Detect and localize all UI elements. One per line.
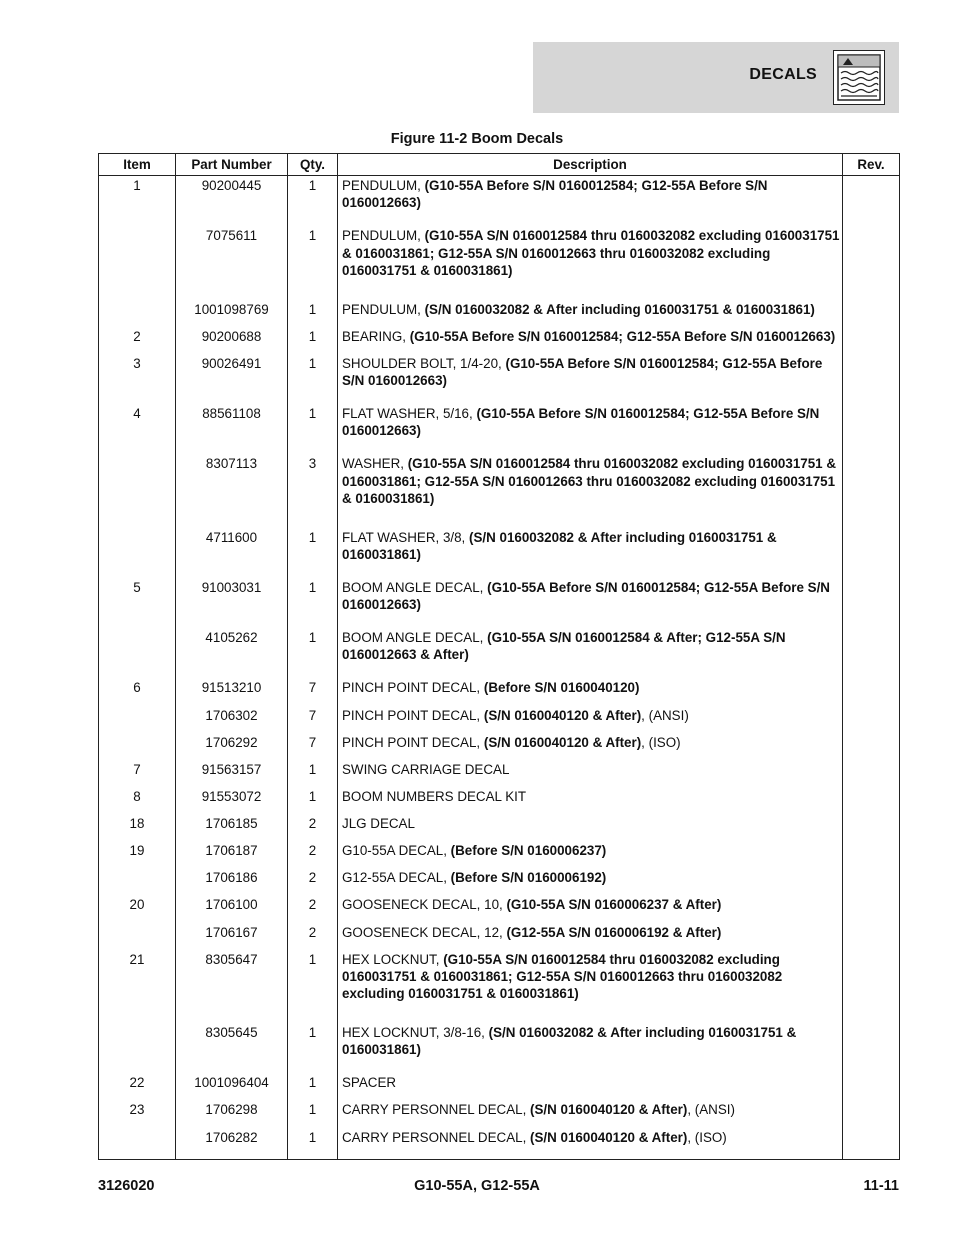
item-cell: 1 (99, 176, 176, 227)
table-row (99, 923, 900, 950)
qty-cell: 2 (288, 814, 338, 841)
rev-cell (843, 354, 900, 404)
description-cell (338, 895, 843, 922)
item-cell: 4 (99, 404, 176, 454)
part-number-cell: 1706187 (176, 841, 288, 868)
part-number-cell: 1706292 (176, 733, 288, 760)
description-cell (338, 578, 843, 628)
description-serial-range: (S/N 0160040120 & After) (483, 707, 642, 723)
description-cell (338, 528, 843, 578)
part-number-cell: 8305647 (176, 950, 288, 1023)
empty-cell (288, 1155, 338, 1160)
part-number-cell: 8305645 (176, 1023, 288, 1073)
item-cell (99, 226, 176, 299)
rev-cell (843, 1023, 900, 1073)
rev-cell (843, 176, 900, 227)
part-number-cell: 1706186 (176, 868, 288, 895)
item-cell: 18 (99, 814, 176, 841)
qty-cell: 1 (288, 226, 338, 299)
part-number-cell: 91003031 (176, 578, 288, 628)
table-row (99, 733, 900, 760)
table-row (99, 895, 900, 922)
table-row (99, 814, 900, 841)
rev-cell (843, 841, 900, 868)
qty-cell: 2 (288, 923, 338, 950)
column-header-qty: Qty. (288, 154, 338, 176)
rev-cell (843, 327, 900, 354)
table-row (99, 868, 900, 895)
item-cell (99, 733, 176, 760)
item-cell (99, 868, 176, 895)
qty-cell: 1 (288, 176, 338, 227)
rev-cell (843, 895, 900, 922)
table-row (99, 1128, 900, 1155)
description-text: PENDULUM, (342, 228, 425, 244)
description-text: JLG DECAL (342, 816, 415, 832)
qty-cell: 1 (288, 327, 338, 354)
description-text: CARRY PERSONNEL DECAL, (342, 1102, 531, 1118)
description-cell (338, 733, 843, 760)
description-text: SPACER (342, 1075, 397, 1091)
description-cell (338, 226, 843, 299)
table-row (99, 404, 900, 454)
part-number-cell: 90200688 (176, 327, 288, 354)
item-cell (99, 628, 176, 678)
description-serial-range: (G12-55A S/N 0160006192 & After) (506, 924, 722, 940)
description-cell (338, 354, 843, 404)
description-serial-range: (G10-55A Before S/N 0160012584; G12-55A Before S/N 0160012663) (342, 355, 823, 389)
qty-cell: 1 (288, 628, 338, 678)
empty-cell (176, 1155, 288, 1160)
qty-cell: 7 (288, 678, 338, 705)
table-row (99, 354, 900, 404)
part-number-cell: 90200445 (176, 176, 288, 227)
item-cell: 23 (99, 1100, 176, 1127)
column-header-part-number: Part Number (176, 154, 288, 176)
section-title: DECALS (749, 66, 817, 83)
qty-cell: 1 (288, 1100, 338, 1127)
part-number-cell: 1001098769 (176, 300, 288, 327)
item-cell (99, 706, 176, 733)
description-serial-range: (Before S/N 0160006237) (450, 843, 607, 859)
part-number-cell: 91563157 (176, 760, 288, 787)
item-cell (99, 1128, 176, 1155)
table-row (99, 950, 900, 1023)
description-text: GOOSENECK DECAL, 10, (342, 897, 507, 913)
item-cell: 19 (99, 841, 176, 868)
table-row (99, 760, 900, 787)
item-cell: 7 (99, 760, 176, 787)
description-text: GOOSENECK DECAL, 12, (342, 924, 507, 940)
qty-cell: 2 (288, 868, 338, 895)
description-text: HEX LOCKNUT, 3/8-16, (342, 1025, 489, 1041)
description-serial-range: (S/N 0160040120 & After) (483, 734, 642, 750)
description-cell (338, 950, 843, 1023)
qty-cell: 1 (288, 354, 338, 404)
item-cell: 3 (99, 354, 176, 404)
description-cell (338, 1128, 843, 1155)
rev-cell (843, 1100, 900, 1127)
rev-cell (843, 578, 900, 628)
qty-cell: 1 (288, 1073, 338, 1100)
rev-cell (843, 1128, 900, 1155)
parts-table (98, 153, 900, 1160)
rev-cell (843, 787, 900, 814)
empty-cell (99, 1155, 176, 1160)
description-text: G12-55A DECAL, (342, 870, 451, 886)
description-serial-range: (S/N 0160032082 & After including 0160031751 & 0160031861) (342, 1025, 797, 1058)
description-serial-range: (G10-55A Before S/N 0160012584; G12-55A Before S/N 0160012663) (342, 580, 830, 613)
qty-cell: 1 (288, 404, 338, 454)
rev-cell (843, 868, 900, 895)
description-serial-range: (S/N 0160032082 & After including 0160031751 & 0160031861) (424, 301, 815, 317)
qty-cell: 2 (288, 841, 338, 868)
part-number-cell: 88561108 (176, 404, 288, 454)
description-cell (338, 787, 843, 814)
column-header-item: Item (99, 154, 176, 176)
description-serial-range: (Before S/N 0160040120) (483, 680, 640, 696)
rev-cell (843, 950, 900, 1023)
part-number-cell: 1706282 (176, 1128, 288, 1155)
qty-cell: 1 (288, 578, 338, 628)
qty-cell: 1 (288, 528, 338, 578)
qty-cell: 1 (288, 300, 338, 327)
qty-cell: 1 (288, 1128, 338, 1155)
description-cell (338, 176, 843, 227)
qty-cell: 1 (288, 760, 338, 787)
description-serial-range: (G10-55A S/N 0160012584 thru 0160032082 excluding 0160031751 & 0160031861; G12-55A S/N 0160012663 thru 0160032082 excluding 0160031751 & 0160031861) (342, 456, 836, 506)
description-serial-range: (S/N 0160040120 & After) (530, 1102, 688, 1118)
empty-cell (843, 1155, 900, 1160)
rev-cell (843, 923, 900, 950)
item-cell: 21 (99, 950, 176, 1023)
description-text: BOOM NUMBERS DECAL KIT (342, 788, 527, 804)
footer-page-number: 11-11 (863, 1178, 899, 1194)
footer-doc-number: 3126020 (98, 1178, 155, 1194)
table-row (99, 1100, 900, 1127)
qty-cell: 3 (288, 454, 338, 527)
rev-cell (843, 454, 900, 527)
item-cell: 5 (99, 578, 176, 628)
item-cell (99, 528, 176, 578)
description-cell (338, 678, 843, 705)
description-suffix: , (ANSI) (641, 707, 689, 723)
description-text: G10-55A DECAL, (342, 843, 451, 859)
description-cell (338, 1073, 843, 1100)
description-serial-range: (G10-55A Before S/N 0160012584; G12-55A Before S/N 0160012663) (342, 406, 820, 439)
description-serial-range: (G10-55A Before S/N 0160012584; G12-55A Before S/N 0160012663) (342, 178, 768, 211)
description-suffix: , (ANSI) (687, 1102, 735, 1118)
qty-cell: 1 (288, 950, 338, 1023)
description-cell (338, 1023, 843, 1073)
description-serial-range: (G10-55A S/N 0160012584 thru 0160032082 excluding 0160031751 & 0160031861; G12-55A S/N 0160012663 thru 0160032082 excluding 0160031751 & 0160031861) (342, 228, 840, 278)
description-text: BOOM ANGLE DECAL, (342, 580, 488, 595)
table-row (99, 226, 900, 299)
rev-cell (843, 1073, 900, 1100)
item-cell: 22 (99, 1073, 176, 1100)
qty-cell: 1 (288, 787, 338, 814)
table-row (99, 706, 900, 733)
description-text: HEX LOCKNUT, (342, 951, 444, 967)
table-row (99, 628, 900, 678)
part-number-cell: 90026491 (176, 354, 288, 404)
rev-cell (843, 760, 900, 787)
section-header (533, 42, 899, 113)
table-row (99, 841, 900, 868)
description-serial-range: (S/N 0160032082 & After including 0160031751 & 0160031861) (342, 529, 777, 562)
description-suffix: , (ISO) (687, 1129, 727, 1145)
description-serial-range: (G10-55A S/N 0160012584 & After; G12-55A S/N 0160012663 & After) (342, 630, 786, 663)
description-suffix: , (ISO) (641, 734, 681, 750)
qty-cell: 1 (288, 1023, 338, 1073)
description-text: PENDULUM, (342, 301, 425, 317)
description-text: SWING CARRIAGE DECAL (342, 761, 510, 777)
description-serial-range: (G10-55A S/N 0160006237 & After) (506, 897, 722, 913)
description-cell (338, 814, 843, 841)
part-number-cell: 4711600 (176, 528, 288, 578)
description-serial-range: (S/N 0160040120 & After) (530, 1129, 688, 1145)
table-row (99, 678, 900, 705)
description-text: BOOM ANGLE DECAL, (342, 630, 488, 646)
item-cell (99, 300, 176, 327)
part-number-cell: 91513210 (176, 678, 288, 705)
part-number-cell: 1706298 (176, 1100, 288, 1127)
column-header-rev: Rev. (843, 154, 900, 176)
description-serial-range: (G10-55A S/N 0160012584 thru 0160032082 excluding 0160031751 & 0160031861; G12-55A S/N 0160012663 thru 0160032082 excluding 0160031751 & 0160031861) (342, 951, 783, 1002)
footer-models: G10-55A, G12-55A (414, 1178, 540, 1194)
description-text: BEARING, (342, 328, 410, 344)
description-cell (338, 923, 843, 950)
table-filler-row (99, 1155, 900, 1160)
description-serial-range: (G10-55A Before S/N 0160012584; G12-55A Before S/N 0160012663) (409, 328, 836, 344)
part-number-cell: 8307113 (176, 454, 288, 527)
figure-title: Figure 11-2 Boom Decals (390, 131, 564, 147)
description-cell (338, 1100, 843, 1127)
description-cell (338, 327, 843, 354)
rev-cell (843, 678, 900, 705)
rev-cell (843, 628, 900, 678)
item-cell (99, 454, 176, 527)
item-cell (99, 1023, 176, 1073)
part-number-cell: 91553072 (176, 787, 288, 814)
part-number-cell: 1706185 (176, 814, 288, 841)
item-cell (99, 923, 176, 950)
rev-cell (843, 733, 900, 760)
description-cell (338, 404, 843, 454)
table-row (99, 327, 900, 354)
description-cell (338, 454, 843, 527)
part-number-cell: 1706167 (176, 923, 288, 950)
table-row (99, 176, 900, 227)
table-row (99, 1023, 900, 1073)
part-number-cell: 7075611 (176, 226, 288, 299)
description-serial-range: (Before S/N 0160006192) (450, 870, 607, 886)
table-row (99, 300, 900, 327)
table-row (99, 454, 900, 527)
description-text: PINCH POINT DECAL, (342, 707, 484, 723)
part-number-cell: 4105262 (176, 628, 288, 678)
description-cell (338, 628, 843, 678)
table-row (99, 528, 900, 578)
rev-cell (843, 706, 900, 733)
part-number-cell: 1001096404 (176, 1073, 288, 1100)
part-number-cell: 1706100 (176, 895, 288, 922)
item-cell: 2 (99, 327, 176, 354)
description-text: PINCH POINT DECAL, (342, 680, 484, 696)
qty-cell: 2 (288, 895, 338, 922)
parts-table-body (99, 176, 900, 1160)
description-text: FLAT WASHER, 5/16, (342, 406, 477, 422)
rev-cell (843, 528, 900, 578)
rev-cell (843, 226, 900, 299)
item-cell: 6 (99, 678, 176, 705)
description-text: WASHER, (342, 456, 408, 472)
rev-cell (843, 404, 900, 454)
column-header-description: Description (338, 154, 843, 176)
rev-cell (843, 814, 900, 841)
description-text: SHOULDER BOLT, 1/4-20, (342, 355, 506, 371)
description-text: FLAT WASHER, 3/8, (342, 529, 469, 545)
rev-cell (843, 300, 900, 327)
description-cell (338, 706, 843, 733)
part-number-cell: 1706302 (176, 706, 288, 733)
table-row (99, 787, 900, 814)
empty-cell (338, 1155, 843, 1160)
description-cell (338, 300, 843, 327)
item-cell: 20 (99, 895, 176, 922)
description-cell (338, 868, 843, 895)
table-row (99, 1073, 900, 1100)
item-cell: 8 (99, 787, 176, 814)
description-cell (338, 841, 843, 868)
qty-cell: 7 (288, 706, 338, 733)
table-header-row (99, 154, 900, 176)
qty-cell: 7 (288, 733, 338, 760)
description-cell (338, 760, 843, 787)
decal-sheet-icon (833, 50, 885, 105)
description-text: CARRY PERSONNEL DECAL, (342, 1129, 531, 1145)
description-text: PENDULUM, (342, 178, 425, 193)
table-row (99, 578, 900, 628)
description-text: PINCH POINT DECAL, (342, 734, 484, 750)
